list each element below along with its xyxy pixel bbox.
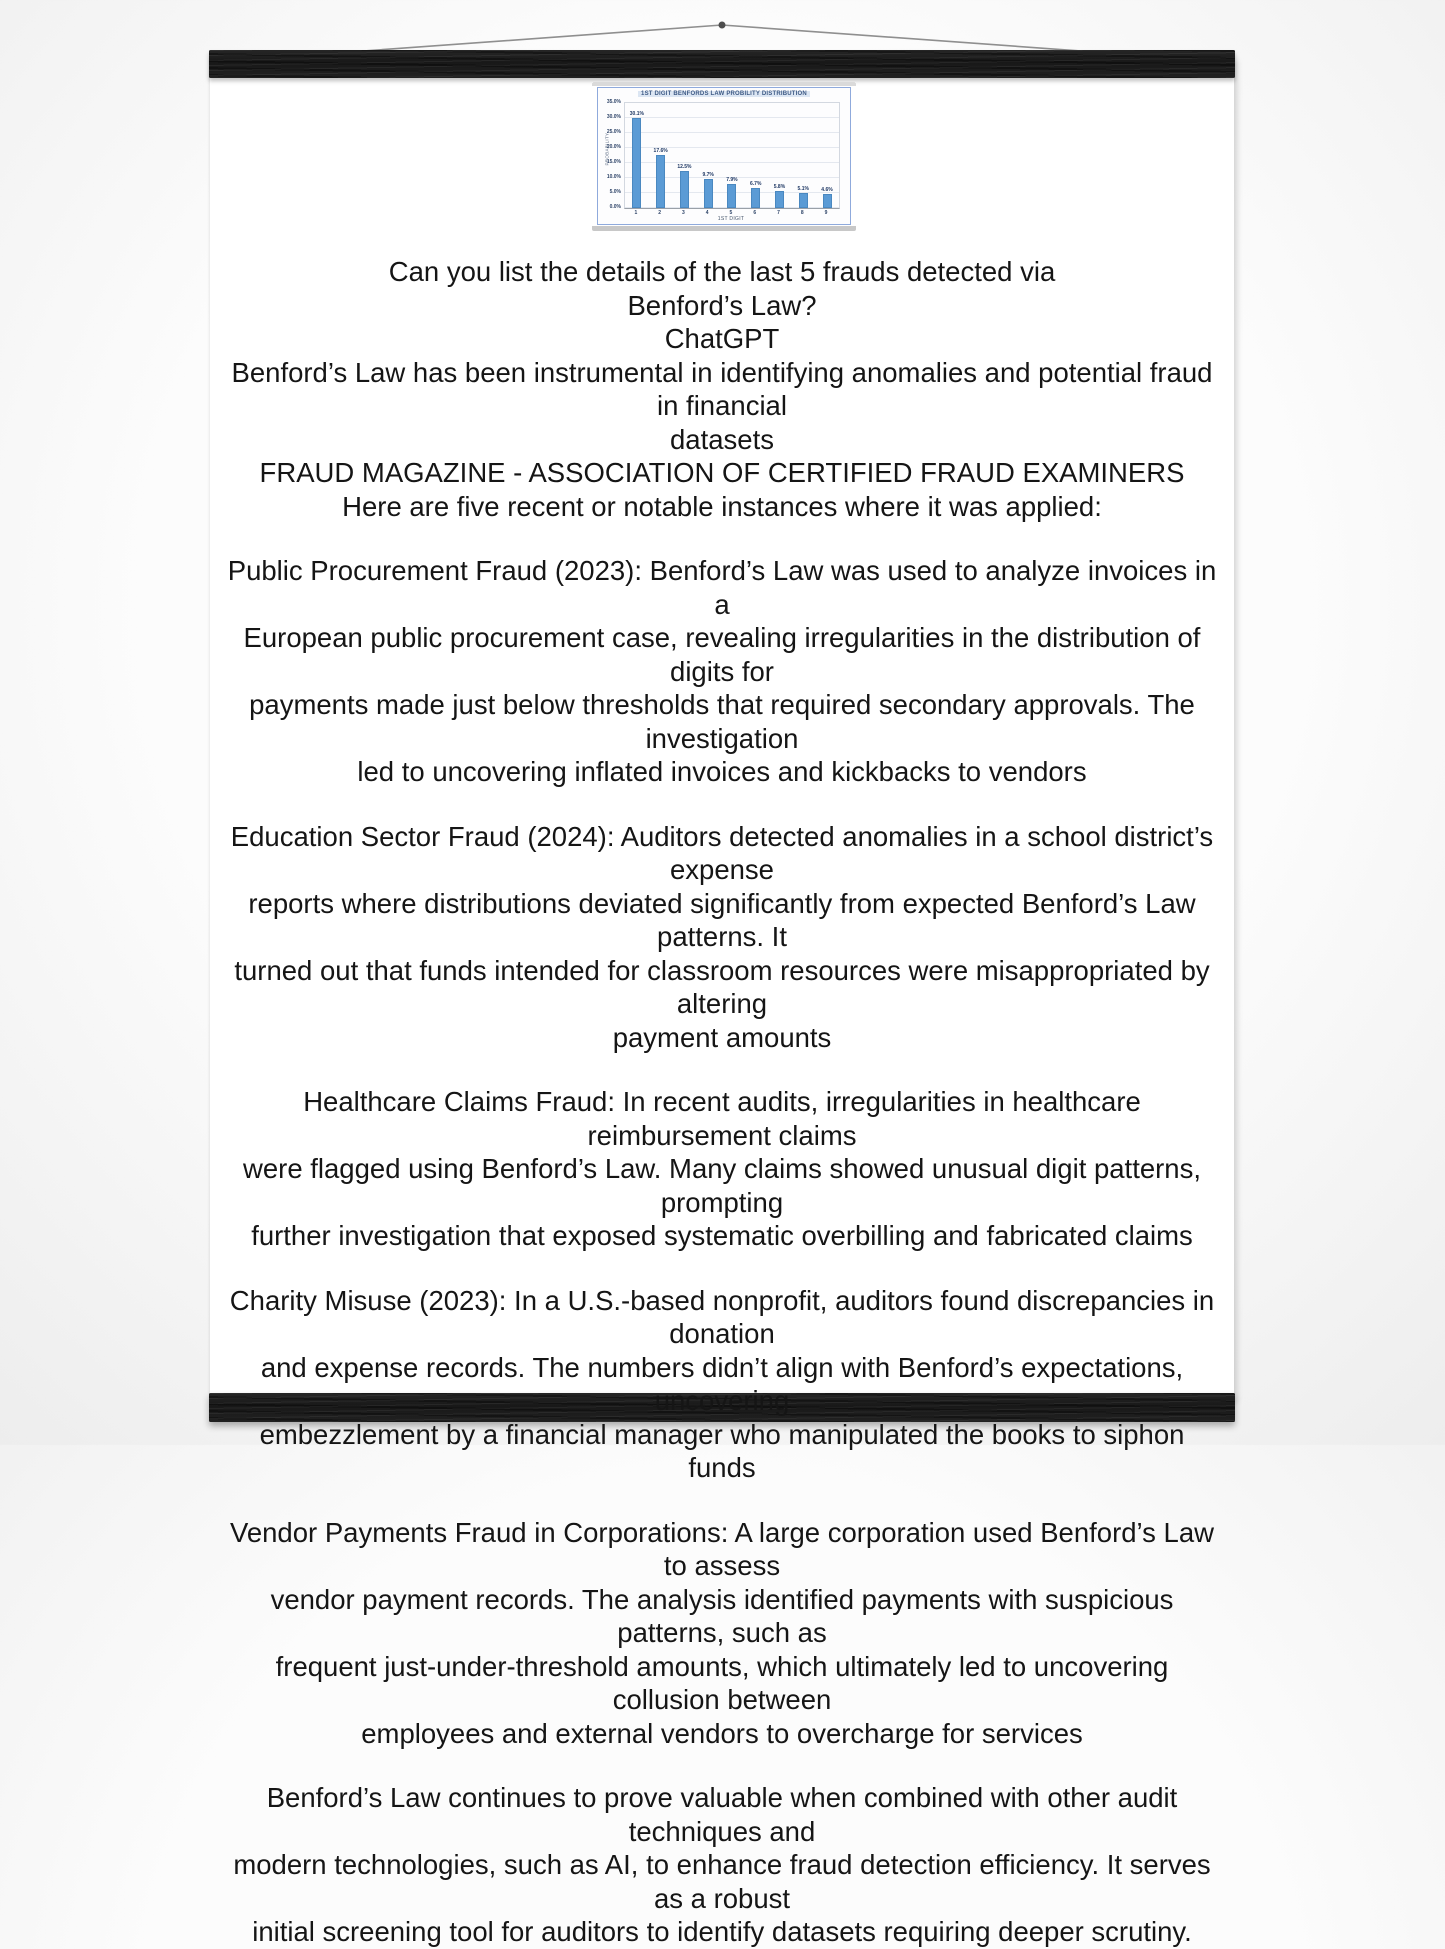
- text-line: Benford’s Law continues to prove valuable when combined with other audit techniques and: [266, 1782, 1178, 1847]
- text-line: initial screening tool for auditors to identify datasets requiring deeper scrutiny.: [252, 1916, 1192, 1947]
- bar-value-label: 5.8%: [773, 183, 786, 190]
- bar: [751, 188, 760, 208]
- y-tick-label: 35.0%: [606, 99, 621, 105]
- paragraph-case-education: [227, 820, 1217, 1055]
- x-tick-label: 8: [800, 209, 804, 216]
- text-line: Education Sector Fraud (2024): Auditors detected anomalies in a school district’s expense: [230, 820, 1214, 885]
- chart-image-top-edge: [592, 82, 856, 86]
- bar-value-label: 4.6%: [821, 187, 833, 194]
- bar-value-label: 5.1%: [797, 185, 809, 192]
- paragraph-lead-in: [227, 490, 1217, 524]
- text-line: vendor payment records. The analysis identified payments with suspicious patterns, such as: [270, 1583, 1174, 1648]
- text-line: Here are five recent or notable instances where it was applied:: [342, 490, 1102, 522]
- text-line: turned out that funds intended for classroom resources were misappropriated by altering: [234, 954, 1210, 1019]
- y-tick-label: 5.0%: [609, 189, 621, 195]
- text-line: European public procurement case, revealing irregularities in the distribution of digits for: [243, 622, 1201, 687]
- bar: [823, 194, 832, 208]
- paragraph-answer-intro: [227, 356, 1217, 457]
- chart-y-axis-ticks: [602, 99, 622, 210]
- y-tick-label: 25.0%: [606, 129, 621, 135]
- text-line: reports where distributions deviated significantly from expected Benford’s Law patterns. It: [248, 887, 1196, 952]
- benford-bar-chart: [597, 87, 851, 225]
- text-line: datasets: [670, 423, 774, 455]
- text-line: Can you list the details of the last 5 frauds detected via: [388, 256, 1056, 287]
- paragraph-case-healthcare: [227, 1085, 1217, 1253]
- text-line: frequent just-under-threshold amounts, which ultimately led to uncovering collusion between: [275, 1650, 1169, 1715]
- text-line: embezzlement by a financial manager who manipulated the books to siphon funds: [259, 1418, 1185, 1483]
- text-line: Benford’s Law?: [627, 289, 817, 321]
- bar-value-label: 17.6%: [653, 148, 668, 155]
- y-tick-label: 20.0%: [606, 144, 621, 150]
- bar-slot: [697, 103, 720, 208]
- x-tick-label: 3: [682, 209, 685, 216]
- x-tick-label: 9: [824, 209, 828, 216]
- bar-slot: [744, 103, 767, 208]
- paragraph-case-vendor-payments: [227, 1516, 1217, 1751]
- chart-x-axis-ticks: [624, 209, 838, 216]
- bar-slot: [673, 103, 696, 208]
- nail-dot-icon: [719, 22, 726, 29]
- bar-value-label: 6.7%: [750, 180, 762, 187]
- bar-value-label: 7.9%: [726, 177, 738, 184]
- bar: [727, 184, 736, 208]
- bar-slot: [720, 103, 743, 208]
- poster-text: [227, 255, 1217, 1949]
- text-line: payment amounts: [612, 1021, 832, 1053]
- top-hanger-bar: [209, 50, 1235, 78]
- text-line: modern technologies, such as AI, to enhance fraud detection efficiency. It serves as a robust: [233, 1849, 1211, 1914]
- bar: [680, 171, 689, 209]
- paragraph-case-public-procurement: [227, 554, 1217, 789]
- chart-y-axis-label: PROBABILITY: [604, 132, 610, 166]
- bar-slot: [625, 103, 648, 208]
- bar: [704, 179, 713, 208]
- y-tick-label: 0.0%: [609, 204, 621, 210]
- text-line: Charity Misuse (2023): In a U.S.-based nonprofit, auditors found discrepancies in donation: [229, 1284, 1215, 1349]
- paragraph-question: [227, 255, 1217, 322]
- bar-value-label: 30.1%: [629, 110, 644, 117]
- x-tick-label: 1: [634, 209, 638, 216]
- paragraph-source: [227, 456, 1217, 490]
- paragraph-speaker: [227, 322, 1217, 356]
- text-line: employees and external vendors to overcharge for services: [361, 1717, 1083, 1749]
- x-tick-label: 7: [777, 209, 780, 216]
- text-line: Benford’s Law has been instrumental in identifying anomalies and potential fraud in financial: [231, 356, 1213, 421]
- bar-slot: [816, 103, 839, 208]
- chart-title: 1ST DIGIT BENFORDS LAW PROBILITY DISTRIBUTION: [598, 90, 850, 98]
- text-line: FRAUD MAGAZINE - ASSOCIATION OF CERTIFIED FRAUD EXAMINERS: [259, 457, 1185, 488]
- text-line: Healthcare Claims Fraud: In recent audits, irregularities in healthcare reimbursement claims: [303, 1086, 1141, 1151]
- bar-value-label: 9.7%: [702, 171, 714, 178]
- bar: [799, 193, 808, 208]
- text-line: and expense records. The numbers didn’t align with Benford’s expectations, uncovering: [260, 1351, 1184, 1416]
- text-line: Vendor Payments Fraud in Corporations: A large corporation used Benford’s Law to assess: [230, 1516, 1214, 1581]
- text-line: ChatGPT: [664, 323, 780, 354]
- bar-slot: [649, 103, 672, 208]
- paragraph-case-charity: [227, 1284, 1217, 1485]
- bar-slot: [792, 103, 815, 208]
- text-line: Public Procurement Fraud (2023): Benford’s Law was used to analyze invoices in a: [227, 555, 1217, 620]
- text-line: were flagged using Benford’s Law. Many claims showed unusual digit patterns, prompting: [243, 1153, 1201, 1218]
- chart-plot: [624, 102, 840, 209]
- y-tick-label: 15.0%: [606, 159, 621, 165]
- bar-slot: [768, 103, 791, 208]
- paragraph-closing: [227, 1781, 1217, 1949]
- benford-chart-image: [592, 82, 856, 231]
- text-line: further investigation that exposed systematic overbilling and fabricated claims: [251, 1220, 1193, 1251]
- chart-x-axis-label: 1ST DIGIT: [717, 216, 745, 222]
- x-tick-label: 5: [729, 209, 733, 216]
- bar: [656, 155, 665, 208]
- bar-value-label: 12.5%: [677, 163, 692, 170]
- x-tick-label: 4: [705, 209, 709, 216]
- chart-image-bottom-edge: [592, 226, 856, 231]
- bar: [632, 118, 641, 208]
- x-tick-label: 6: [753, 209, 757, 216]
- bar: [775, 191, 784, 208]
- x-tick-label: 2: [658, 209, 662, 216]
- y-tick-label: 30.0%: [606, 114, 621, 120]
- y-tick-label: 10.0%: [606, 174, 621, 180]
- text-line: payments made just below thresholds that required secondary approvals. The investigation: [249, 689, 1195, 754]
- text-line: led to uncovering inflated invoices and kickbacks to vendors: [357, 756, 1087, 787]
